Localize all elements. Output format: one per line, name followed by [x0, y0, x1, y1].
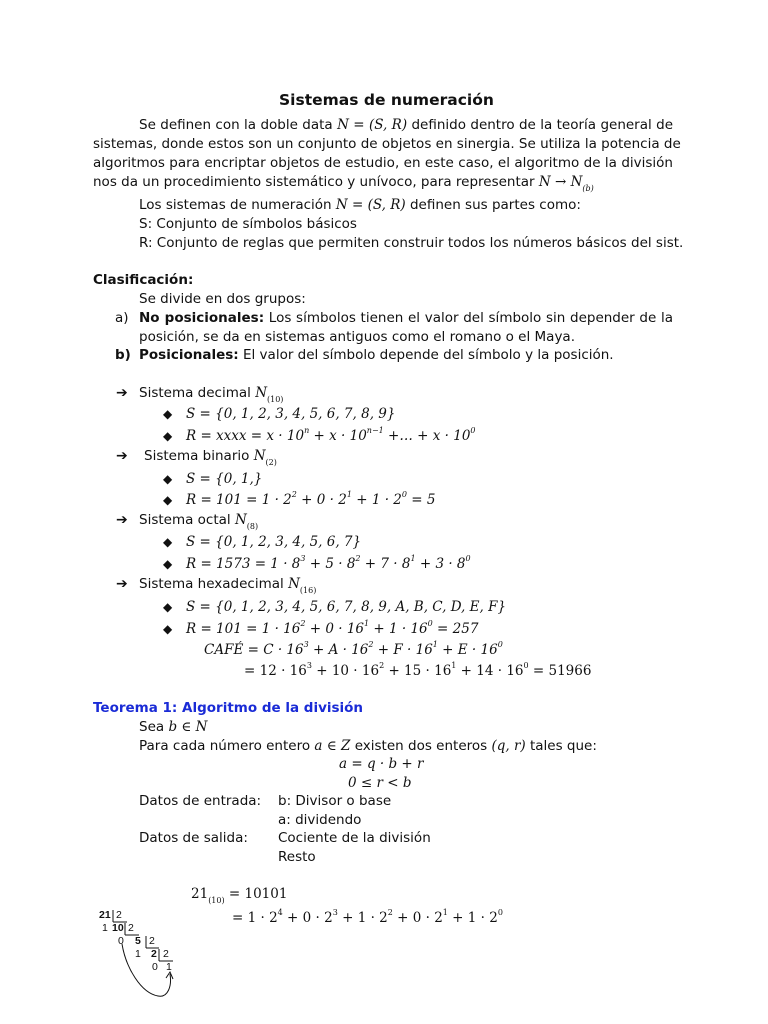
sistema-decimal-label: Sistema decimal: [139, 385, 251, 401]
sistema-hexadecimal: [139, 575, 316, 593]
long-division-diagram: [96, 908, 186, 1008]
sistema-hexadecimal-label: Sistema hexadecimal: [139, 576, 284, 592]
intro-text: definido dentro de la teoría general de: [411, 117, 674, 133]
division-remainder: 0: [152, 961, 158, 973]
page-title: Sistemas de numeración: [279, 91, 494, 109]
salida-resto: Resto: [278, 849, 316, 865]
para-text: existen dos enteros: [354, 738, 488, 754]
binario-symbol-set: S = {0, 1,}: [186, 471, 263, 487]
intro-text: nos da un procedimiento sistemático y unívoco, para representar: [93, 174, 535, 190]
entrada-label: Datos de entrada:: [139, 793, 262, 809]
math-N-S-R: N = (S, R): [337, 117, 408, 133]
intro-text: Se definen con la doble data: [139, 117, 333, 133]
math-N-S-R: N = (S, R): [335, 197, 406, 213]
no-posicionales-text: Los símbolos tienen el valor del símbolo sin depender de la: [268, 310, 673, 326]
octal-rule: $R = 1573 = 1 \cdot 8^3 + 5 \cdot 8^2 + 7 \cdot 8^1 + 3 \cdot 8^0$: [186, 554, 471, 572]
diamond-bullet-icon: ◆: [163, 535, 173, 549]
division-quotient: 10: [112, 922, 124, 934]
r-definition: R: Conjunto de reglas que permiten construir todos los números básicos del sist.: [139, 235, 684, 251]
intro-line-4: [93, 173, 594, 191]
example-conversion: [191, 885, 287, 903]
diamond-bullet-icon: ◆: [163, 429, 173, 443]
result-257: = 257: [437, 621, 479, 637]
division-quotient: 1: [166, 961, 172, 973]
diamond-bullet-icon: ◆: [163, 557, 173, 571]
binario-rule: $R = 101 = 1 \cdot 2^2 + 0 \cdot 2^1 + 1 \cdot 2^0 = 5$: [186, 490, 436, 508]
subscript-16: (16): [299, 586, 317, 595]
hex-rule-cafe: CAFÉ = $C \cdot 16^3 + A \cdot 16^2 + F \cdot 16^1 + E \cdot 16^0$: [204, 640, 503, 658]
right-arrow-icon: ➔: [116, 576, 128, 592]
no-posicionales-label: No posicionales:: [139, 310, 265, 326]
diamond-bullet-icon: ◆: [163, 407, 173, 421]
division-equation: a = q · b + r: [339, 756, 424, 772]
division-remainder: 0: [118, 935, 124, 947]
example-lhs: 21: [191, 886, 209, 902]
no-posicionales-line-1: [139, 309, 673, 327]
subscript-b: (b): [582, 184, 594, 193]
right-arrow-icon: ➔: [116, 512, 128, 528]
example-expansion: = $1 \cdot 2^4 + 0 \cdot 2^3 + 1 \cdot 2^2 + 0 \cdot 2^1 + 1 \cdot 2^0$: [232, 908, 503, 926]
math-N: N: [253, 448, 266, 464]
intro-line-2: sistemas, donde estos son un conjunto de objetos en sinergia. Se utiliza la potencia de: [93, 136, 681, 152]
division-divisor: 2: [163, 948, 169, 960]
division-lines: [96, 908, 186, 1008]
sistema-octal: [139, 511, 258, 529]
list-marker-a: a): [115, 310, 129, 326]
sistema-decimal: [139, 384, 283, 402]
octal-symbol-set: S = {0, 1, 2, 3, 4, 5, 6, 7}: [186, 534, 362, 550]
salida-cociente: Cociente de la división: [278, 830, 431, 846]
intro-line-1: [93, 116, 673, 134]
math-N-to-Nb: N → N: [538, 174, 583, 190]
para-text: tales que:: [529, 738, 597, 754]
example-rhs: = 10101: [228, 886, 288, 902]
division-divisor: 2: [116, 909, 122, 921]
sistema-binario-label: Sistema binario: [144, 448, 250, 464]
math-N: N: [288, 576, 300, 592]
math-N: N: [234, 512, 247, 528]
math-b-in-N: b ∈ N: [168, 719, 208, 735]
sistema-binario: [144, 447, 277, 465]
diamond-bullet-icon: ◆: [163, 472, 173, 486]
para-cada-line: [139, 737, 597, 755]
subscript-8: (8): [246, 522, 259, 531]
diamond-bullet-icon: ◆: [163, 493, 173, 507]
sistema-octal-label: Sistema octal: [139, 512, 231, 528]
sea-text: Sea: [139, 719, 165, 735]
intro-p2: [139, 196, 581, 214]
posicionales-label: Posicionales:: [139, 347, 239, 363]
sea-b-line: [139, 718, 207, 736]
salida-label: Datos de salida:: [139, 830, 248, 846]
clasificacion-intro: Se divide en dos grupos:: [139, 291, 306, 307]
s-definition: S: Conjunto de símbolos básicos: [139, 216, 357, 232]
math-N: N: [255, 385, 267, 401]
intro-line-3: algoritmos para encriptar objetos de estudio, en este caso, el algoritmo de la división: [93, 155, 673, 171]
right-arrow-icon: ➔: [116, 385, 128, 401]
diamond-bullet-icon: ◆: [163, 622, 173, 636]
posicionales-line: [139, 346, 614, 364]
subscript-10: (10): [208, 896, 225, 905]
hex-rule-cafe-value: = $12 \cdot 16^3 + 10 \cdot 16^2 + 15 \cdot 16^1 + 14 \cdot 16^0 = 51966$: [244, 661, 592, 679]
division-quotient: 2: [151, 948, 157, 960]
intro-text: Los sistemas de numeración: [139, 197, 332, 213]
division-dividend: 21: [99, 909, 111, 921]
subscript-10: (10): [267, 395, 284, 404]
division-remainder: 1: [102, 922, 108, 934]
decimal-symbol-set: S = {0, 1, 2, 3, 4, 5, 6, 7, 8, 9}: [186, 406, 396, 422]
posicionales-text: El valor del símbolo depende del símbolo y la posición.: [242, 347, 614, 363]
right-arrow-icon: ➔: [116, 448, 128, 464]
math-q-r: (q, r): [491, 738, 526, 754]
entrada-divisor: b: Divisor o base: [278, 793, 392, 809]
entrada-dividendo: a: dividendo: [278, 812, 362, 828]
teorema-heading: Teorema 1: Algoritmo de la división: [93, 700, 364, 716]
hex-symbol-set: S = {0, 1, 2, 3, 4, 5, 6, 7, 8, 9, A, B, C, D, E, F}: [186, 599, 507, 615]
no-posicionales-line-2: posición, se da en sistemas antiguos como el romano o el Maya.: [139, 329, 575, 345]
decimal-rule: R = xxxx = $x \cdot 10^n + x \cdot 10^{n-1}$ +… + $x \cdot 10^0$: [186, 426, 476, 444]
clasificacion-heading: Clasificación:: [93, 272, 194, 288]
division-divisor: 2: [128, 922, 134, 934]
division-divisor: 2: [149, 935, 155, 947]
result-51966: = 51966: [532, 663, 592, 679]
diamond-bullet-icon: ◆: [163, 600, 173, 614]
subscript-2: (2): [265, 458, 277, 467]
intro-text: definen sus partes como:: [409, 197, 581, 213]
remainder-inequality: 0 ≤ r < b: [348, 775, 412, 791]
list-marker-b: b): [115, 347, 131, 363]
math-a-in-Z: a ∈ Z: [314, 738, 351, 754]
division-remainder: 1: [135, 948, 141, 960]
para-text: Para cada número entero: [139, 738, 311, 754]
division-quotient: 5: [135, 935, 141, 947]
hex-rule-101: $R = 101 = 1 \cdot 16^2 + 0 \cdot 16^1 + 1 \cdot 16^0 = 257$: [186, 619, 479, 637]
